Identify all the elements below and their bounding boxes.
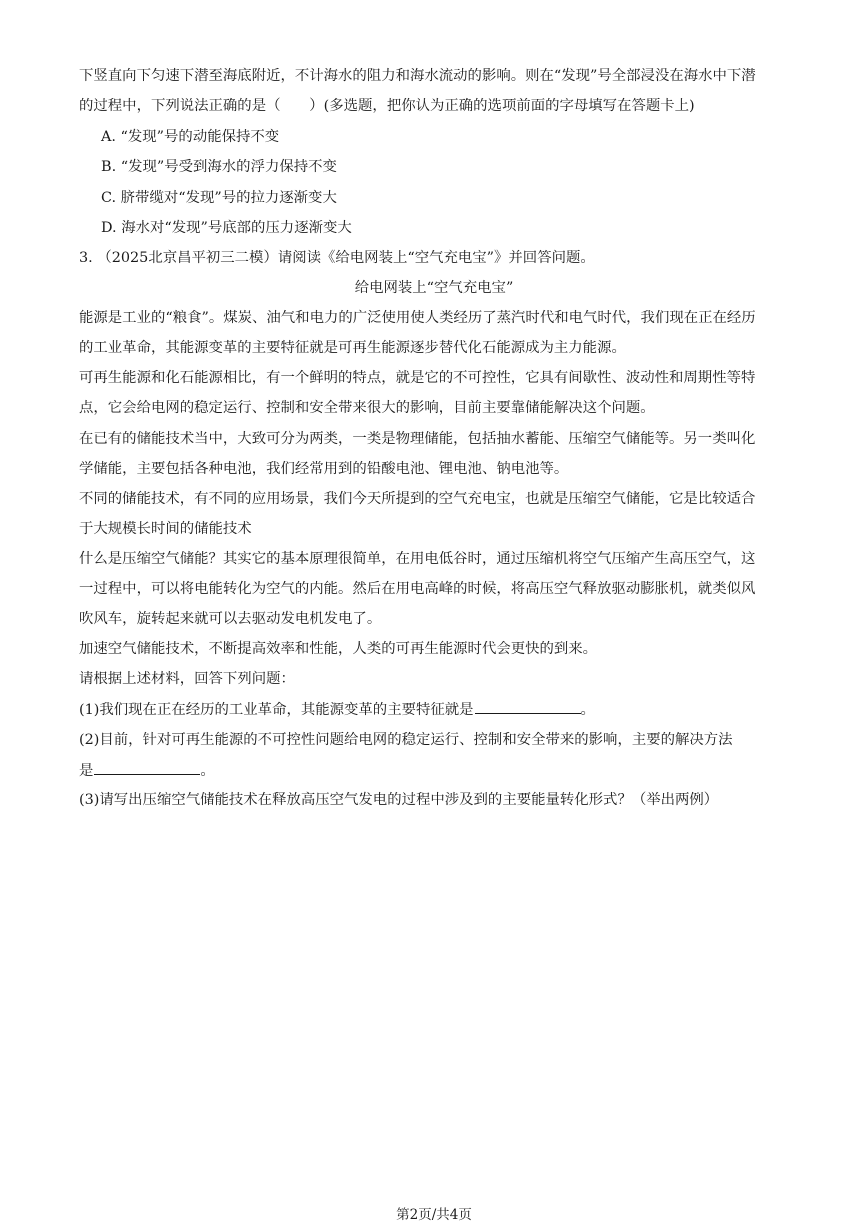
option-letter: C. xyxy=(101,190,117,206)
sub-question-3: (3)请写出压缩空气储能技术在释放高压空气发电的过程中涉及到的主要能量转化形式？（举出两例） xyxy=(79,792,719,808)
paragraph-5-line-2: 一过程中，可以将电能转化为空气的内能。然后在用电高峰的时候，将高压空气释放驱动膨胀机，就类似风 xyxy=(79,581,756,597)
option-b xyxy=(101,157,813,177)
sub-question-2-end: 。 xyxy=(200,763,215,779)
option-c xyxy=(101,188,813,208)
paragraph-1-line-1: 能源是工业的“粮食”。煤炭、油气和电力的广泛使用使人类经历了蒸汽时代和电气时代，我们现在正在经历 xyxy=(79,310,756,326)
paragraph-4-line-2: 于大规模长时间的储能技术 xyxy=(79,521,252,537)
question-3-header: 3. （2025北京昌平初三二模）请阅读《给电网装上“空气充电宝”》并回答问题。 xyxy=(79,250,595,266)
paragraph-5-line-3: 吹风车，旋转起来就可以去驱动发电机发电了。 xyxy=(79,611,382,627)
answer-blank-1[interactable] xyxy=(475,699,581,714)
q2-stem-line2: 的过程中，下列说法正确的是（ ）(多选题，把你认为正确的选项前面的字母填写在答题卡上) xyxy=(79,98,695,114)
answer-prompt: 请根据上述材料，回答下列问题： xyxy=(79,671,295,687)
sub-question-1-end: 。 xyxy=(580,702,595,718)
paragraph-6-line-1: 加速空气储能技术，不断提高效率和性能，人类的可再生能源时代会更快的到来。 xyxy=(79,641,598,657)
option-text: 海水对“发现”号底部的压力逐渐变大 xyxy=(121,220,352,236)
q2-stem-line1: 下竖直向下匀速下潜至海底附近，不计海水的阻力和海水流动的影响。则在“发现”号全部浸没在海水中下潜 xyxy=(79,68,756,84)
sub-question-2-line-1: (2)目前，针对可再生能源的不可控性问题给电网的稳定运行、控制和安全带来的影响，主要的解决方法 xyxy=(79,732,733,748)
sub-question-2-line-2 xyxy=(79,760,791,781)
paragraph-2-line-2: 点，它会给电网的稳定运行、控制和安全带来很大的影响，目前主要靠储能解决这个问题。 xyxy=(79,400,655,416)
paragraph-2-line-1: 可再生能源和化石能源相比，有一个鲜明的特点，就是它的不可控性，它具有间歇性、波动性和周期性等特 xyxy=(79,370,756,386)
sub-question-2-text: 是 xyxy=(79,763,94,779)
answer-blank-2[interactable] xyxy=(94,760,200,775)
sub-question-1-text: (1)我们现在正在经历的工业革命，其能源变革的主要特征就是 xyxy=(79,702,474,718)
option-a xyxy=(101,127,813,147)
sub-question-1 xyxy=(79,699,791,720)
option-letter: A. xyxy=(101,129,116,145)
option-text: “发现”号受到海水的浮力保持不变 xyxy=(120,159,337,175)
option-letter: B. xyxy=(101,159,117,175)
article-title: 给电网装上“空气充电宝” xyxy=(354,280,514,296)
option-text: 脐带缆对“发现”号的拉力逐渐变大 xyxy=(120,190,337,206)
paragraph-1-line-2: 的工业革命，其能源变革的主要特征就是可再生能源逐步替代化石能源成为主力能源。 xyxy=(79,340,626,356)
paragraph-3-line-1: 在已有的储能技术当中，大致可分为两类，一类是物理储能，包括抽水蓄能、压缩空气储能等。另一类叫化 xyxy=(79,431,756,447)
page-footer: 第2页/共4页 xyxy=(396,1207,472,1223)
option-text: “发现”号的动能保持不变 xyxy=(120,129,280,145)
option-d xyxy=(101,218,813,238)
paragraph-3-line-2: 学储能，主要包括各种电池，我们经常用到的铅酸电池、锂电池、钠电池等。 xyxy=(79,461,569,477)
option-letter: D. xyxy=(101,220,117,236)
paragraph-5-line-1: 什么是压缩空气储能？其实它的基本原理很简单，在用电低谷时，通过压缩机将空气压缩产生高压空气，这 xyxy=(79,551,756,567)
paragraph-4-line-1: 不同的储能技术，有不同的应用场景，我们今天所提到的空气充电宝，也就是压缩空气储能，它是比较适合 xyxy=(79,491,756,507)
